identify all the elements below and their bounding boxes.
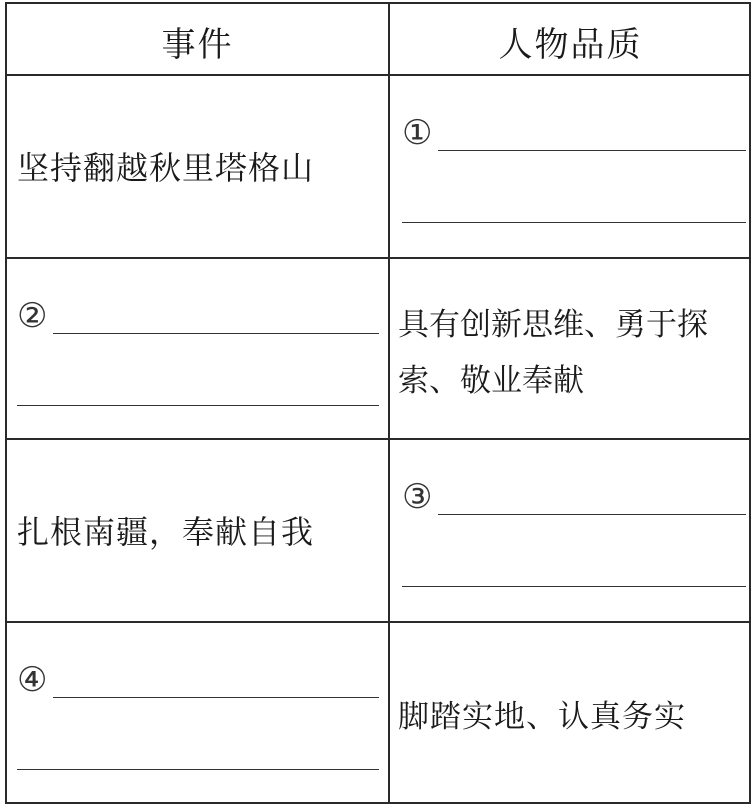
row4-quality-text: 脚踏实地、认真务实 (398, 699, 686, 735)
header-cell-quality (390, 4, 751, 74)
row2-event-answer-line-1 (53, 333, 379, 334)
row1-quality-marker: ① (402, 113, 433, 153)
row1-quality-cell (390, 76, 751, 257)
row4-event-marker: ④ (17, 660, 48, 700)
row2-quality-text-line1: 具有创新思维、勇于探 (398, 307, 708, 343)
row1-event-cell (7, 76, 388, 257)
row4-quality-cell (390, 623, 751, 804)
row3-event-text: 扎根南疆，奉献自我 (17, 513, 315, 551)
row3-quality-answer-line-1 (438, 514, 746, 515)
row4-event-answer-line-1 (53, 697, 379, 698)
row3-event-cell (7, 440, 388, 621)
row3-quality-marker: ③ (402, 477, 433, 517)
row2-event-marker: ② (17, 296, 48, 336)
header-quality-label: 人物品质 (498, 25, 643, 65)
row3-quality-cell (390, 440, 751, 621)
row1-quality-answer-line-2 (402, 222, 746, 223)
row2-quality-cell (390, 259, 751, 438)
row2-event-answer-line-2 (17, 405, 379, 406)
header-event-label: 事件 (161, 25, 234, 65)
row2-quality-text-line2: 索、敬业奉献 (398, 363, 584, 399)
header-cell-event (7, 4, 388, 74)
row3-quality-answer-line-2 (402, 586, 746, 587)
row1-event-text: 坚持翻越秋里塔格山 (17, 149, 315, 187)
row4-event-cell (7, 623, 388, 804)
fill-in-table (5, 2, 751, 804)
row4-event-answer-line-2 (17, 769, 379, 770)
row1-quality-answer-line-1 (438, 150, 746, 151)
row2-event-cell (7, 259, 388, 438)
